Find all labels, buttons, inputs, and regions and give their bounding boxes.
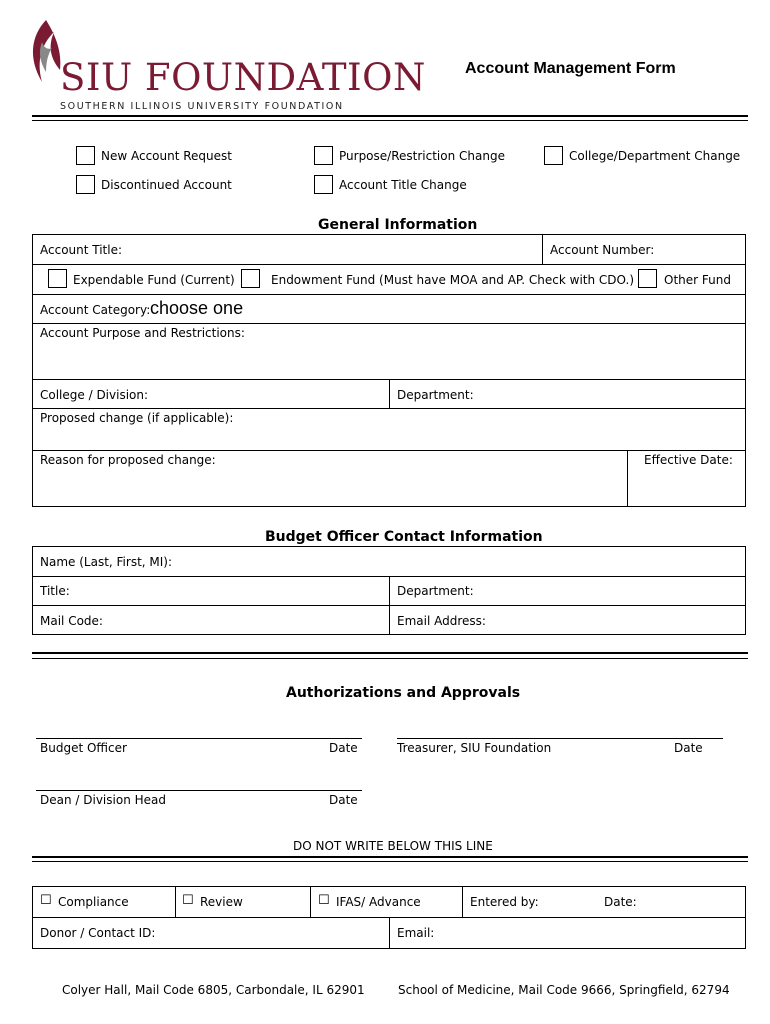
entered-by-field[interactable]: Entered by: [470,895,539,909]
divider-office [32,856,748,858]
budget-name-field[interactable]: Name (Last, First, MI): [40,555,173,569]
department-field[interactable]: Department: [397,388,474,402]
checkbox-new-account[interactable] [76,146,95,165]
signature-line-budget[interactable] [36,738,362,739]
divider-budget [32,652,748,654]
account-category-label: Account Category: [40,303,151,317]
section-auth-title: Authorizations and Approvals [286,685,521,701]
account-title-field[interactable]: Account Title: [40,243,123,257]
college-field[interactable]: College / Division: [40,388,149,402]
checkbox-title-change[interactable] [314,175,333,194]
label-expendable: Expendable Fund (Current) [73,273,235,287]
label-date-2: Date [674,741,703,755]
office-email-field[interactable]: Email: [397,926,435,940]
budget-email-field[interactable]: Email Address: [397,614,486,628]
office-date-field[interactable]: Date: [604,895,637,909]
signature-line-dean[interactable] [36,790,362,791]
logo-subtitle: SOUTHERN ILLINOIS UNIVERSITY FOUNDATION [60,101,344,112]
account-purpose-field[interactable]: Account Purpose and Restrictions: [40,326,245,340]
footer-address-right: School of Medicine, Mail Code 9666, Springfield, 62794 [398,983,730,997]
logo-name: SIU FOUNDATION [60,56,426,99]
header-divider-thin [32,120,748,121]
label-purpose-change: Purpose/Restriction Change [339,149,505,163]
label-other-fund: Other Fund [664,273,731,287]
signature-line-treasurer[interactable] [397,738,723,739]
label-ifas: IFAS/ Advance [336,895,421,909]
section-budget-title: Budget Officer Contact Information [265,529,543,545]
checkbox-expendable[interactable] [48,269,67,288]
label-date-1: Date [329,741,358,755]
footer-address-left: Colyer Hall, Mail Code 6805, Carbondale, IL 62901 [62,983,365,997]
logo [24,18,444,114]
section-general-title: General Information [318,217,478,233]
reason-field[interactable]: Reason for proposed change: [40,453,216,467]
checkbox-purpose-change[interactable] [314,146,333,165]
office-use-notice: DO NOT WRITE BELOW THIS LINE [293,839,493,853]
effective-date-field[interactable]: Effective Date: [644,453,733,467]
checkbox-compliance[interactable]: ☐ [40,893,52,908]
label-compliance: Compliance [58,895,129,909]
header-divider [32,115,748,117]
account-category-select[interactable]: choose one [150,298,244,318]
checkbox-discontinued[interactable] [76,175,95,194]
label-budget-officer: Budget Officer [40,741,127,755]
label-discontinued: Discontinued Account [101,178,232,192]
proposed-change-field[interactable]: Proposed change (if applicable): [40,411,234,425]
label-treasurer: Treasurer, SIU Foundation [397,741,552,755]
checkbox-ifas[interactable]: ☐ [318,893,330,908]
label-endowment: Endowment Fund (Must have MOA and AP. Check with CDO.) [271,273,634,287]
checkbox-other-fund[interactable] [638,269,657,288]
checkbox-college-change[interactable] [544,146,563,165]
label-dean: Dean / Division Head [40,793,166,807]
label-date-3: Date [329,793,358,807]
budget-mailcode-field[interactable]: Mail Code: [40,614,103,628]
page-title: Account Management Form [465,60,676,77]
label-new-account: New Account Request [101,149,232,163]
donor-contact-field[interactable]: Donor / Contact ID: [40,926,156,940]
budget-department-field[interactable]: Department: [397,584,474,598]
checkbox-endowment[interactable] [241,269,260,288]
label-college-change: College/Department Change [569,149,741,163]
budget-title-field[interactable]: Title: [40,584,70,598]
label-title-change: Account Title Change [339,178,467,192]
checkbox-review[interactable]: ☐ [182,893,194,908]
label-review: Review [200,895,243,909]
account-number-field[interactable]: Account Number: [550,243,655,257]
